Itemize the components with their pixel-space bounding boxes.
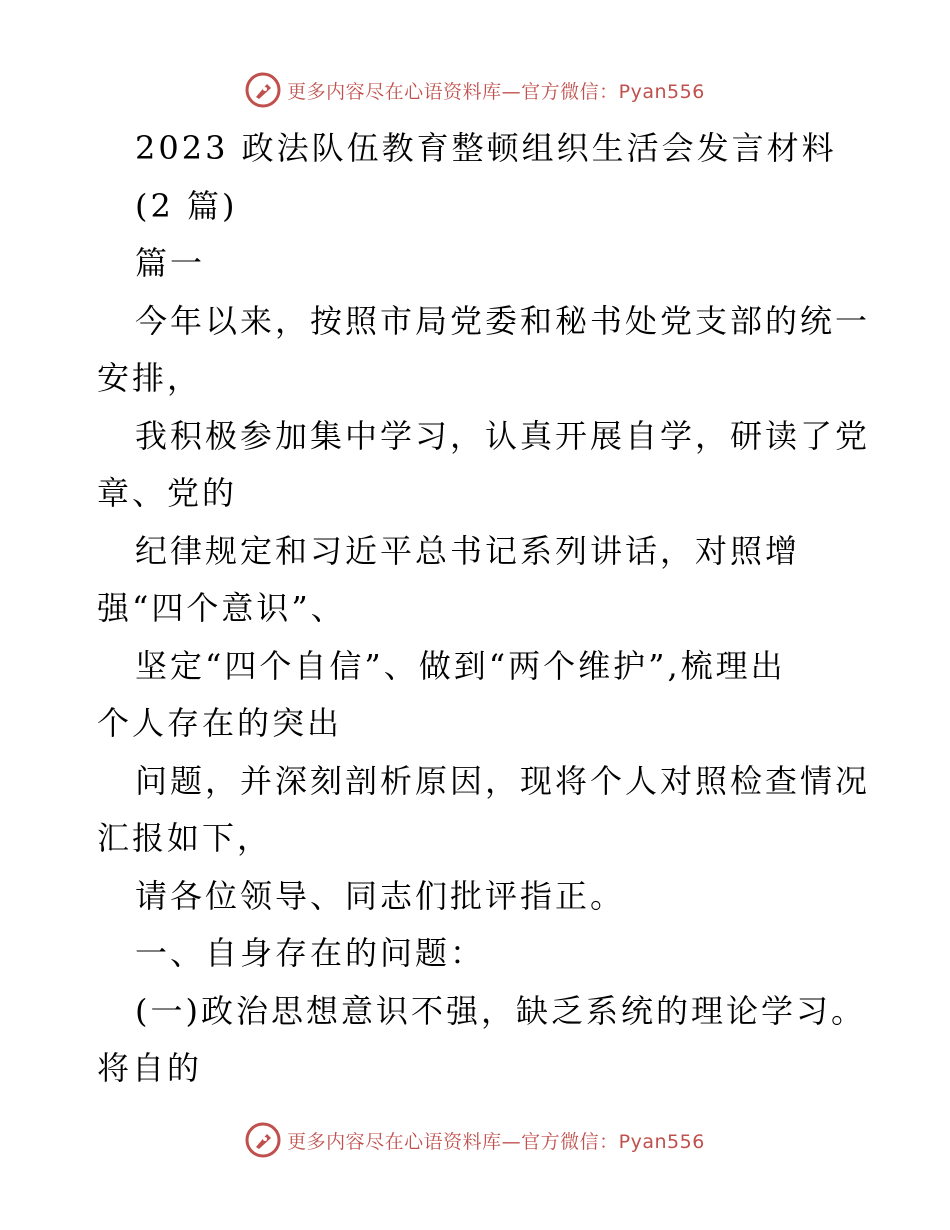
paragraph-line: 坚定“四个自信”、做到“两个维护”,梳理出 [135, 646, 786, 685]
paragraph-line: 我积极参加集中学习，认真开展自学，研读了党 [135, 416, 871, 455]
subsection-heading: (一)政治思想意识不强，缺乏系统的理论学习。 [135, 991, 866, 1030]
banner-text: 更多内容尽在心语资料库—官方微信：Pyan556 [287, 1130, 705, 1153]
doc-title-line: 2023 政法队伍教育整顿组织生活会发言材料 [135, 129, 837, 167]
header-banner [0, 70, 950, 110]
paragraph-line: 安排， [97, 359, 203, 397]
paragraph-line: 章、党的 [97, 474, 238, 512]
paragraph-line: 强“四个意识”、 [97, 589, 346, 627]
paragraph-line: 将自的 [97, 1049, 203, 1087]
paragraph-line: 汇报如下， [97, 819, 273, 857]
document-body [97, 120, 871, 1098]
pen-nib-icon [245, 1122, 281, 1158]
banner-text: 更多内容尽在心语资料库—官方微信：Pyan556 [287, 80, 705, 103]
paragraph-line: 纪律规定和习近平总书记系列讲话，对照增 [135, 531, 801, 570]
paragraph-line: 今年以来，按照市局党委和秘书处党支部的统一 [135, 301, 871, 340]
footer-banner [0, 1120, 950, 1160]
doc-title-count: (2 篇) [135, 186, 238, 225]
paragraph-line: 个人存在的突出 [97, 704, 343, 742]
pen-nib-icon [245, 72, 281, 108]
paragraph-line: 问题，并深刻剖析原因，现将个人对照检查情况 [135, 761, 871, 800]
section-heading: 一、自身存在的问题： [135, 934, 486, 972]
paragraph-line: 请各位领导、同志们批评指正。 [135, 876, 626, 915]
section-heading: 篇一 [135, 244, 206, 282]
